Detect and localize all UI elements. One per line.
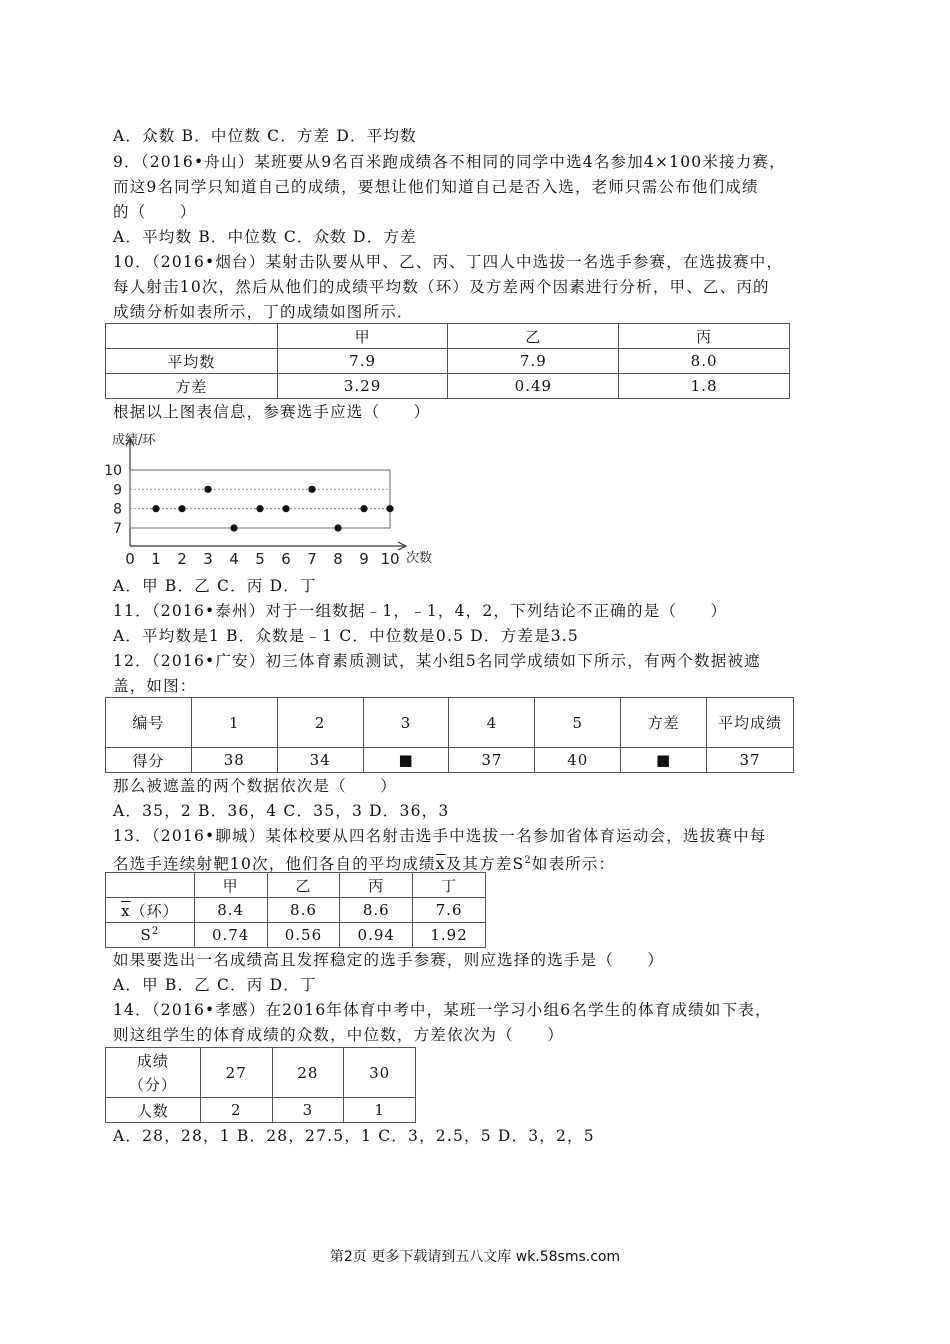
data-point (230, 524, 237, 531)
q12-prompt: 那么被遮盖的两个数据依次是（ ） (113, 777, 397, 795)
data-point (308, 486, 315, 493)
q12-options: A．35，2 B．36，4 C．35，3 D．36，3 (113, 802, 450, 820)
y-tick-label: 9 (113, 482, 122, 499)
q10-table-cell (106, 324, 278, 349)
q14-options: A．28，28，1 B．28，27.5，1 C．3，2.5，5 D．3，2，5 (113, 1127, 595, 1145)
data-point (386, 505, 393, 512)
q10-text-2: 每人射击10次，然后从他们的成绩平均数（环）及方差两个因素进行分析，甲、乙、丙的 (113, 278, 770, 296)
q9-text-1: 9．（2016•舟山）某班要从9名百米跑成绩各不相同的同学中选4名参加4×100米接力赛， (113, 153, 786, 171)
q10-table-cell: 3.29 (277, 374, 448, 399)
q10-table-cell: 方差 (106, 374, 278, 399)
superscript: 2 (524, 855, 532, 866)
q10-table-cell: 平均数 (106, 349, 278, 374)
plot-frame (130, 470, 390, 528)
q9-text-3: 的（ ） (113, 203, 197, 221)
q13-table-cell (106, 923, 195, 948)
q13-table-cell (106, 873, 195, 898)
q14-table-cell: 2 (200, 1098, 272, 1123)
data-point (178, 505, 185, 512)
q12-table-cell: 38 (191, 748, 277, 773)
q13-table-cell: 乙 (267, 873, 340, 898)
x-bar-symbol: $\overline{x}$ (121, 901, 131, 920)
q10-table-cell: 0.49 (448, 374, 619, 399)
q10-options: A．甲 B．乙 C．丙 D．丁 (113, 577, 317, 595)
data-point (256, 505, 263, 512)
q12-table-cell: 34 (277, 748, 363, 773)
unit-label: （环） (130, 901, 179, 920)
x-tick-label: 7 (307, 550, 317, 568)
q13-text-2 (113, 851, 615, 874)
q14-table-cell: 30 (344, 1048, 416, 1098)
q12-table-cell: 37 (707, 748, 794, 773)
data-point (204, 486, 211, 493)
q10-table-cell: 7.9 (448, 349, 619, 374)
q13-table-cell: 8.6 (267, 898, 340, 923)
q12-table-cell: 4 (449, 698, 535, 748)
score-scatter-chart (104, 432, 450, 570)
q12-table-cell: ■ (363, 748, 449, 773)
q13-text-part: 及其方差S (445, 855, 525, 874)
x-tick-label: 6 (281, 550, 291, 568)
q13-table-cell: 8.4 (194, 898, 267, 923)
page-footer: 第2页 更多下载请到五八文库 wk.58sms.com (329, 1249, 621, 1265)
q13-table-cell: 0.94 (340, 923, 413, 948)
q14-table-cell: 人数 (106, 1098, 201, 1123)
data-point (282, 505, 289, 512)
q12-table-cell: 1 (191, 698, 277, 748)
q12-table (105, 697, 794, 773)
q9-options: A．平均数 B．中位数 C．众数 D．方差 (113, 228, 417, 246)
q13-table-cell: 8.6 (340, 898, 413, 923)
q12-text-1: 12．（2016•广安）初三体育素质测试，某小组5名同学成绩如下所示，有两个数据被遮 (113, 652, 761, 670)
q10-table-cell: 丙 (619, 324, 790, 349)
x-axis-label: 次数 (406, 551, 433, 566)
x-tick-label: 3 (203, 550, 213, 568)
q13-text-part: 如表所示： (531, 855, 616, 874)
x-tick-label: 8 (333, 550, 343, 568)
q12-table-cell: 方差 (621, 698, 707, 748)
q11-text: 11．（2016•泰州）对于一组数据﹣1，﹣1，4，2，下列结论不正确的是（ ） (113, 602, 728, 620)
q10-text-3: 成绩分析如表所示，丁的成绩如图所示． (113, 303, 414, 321)
q14-table-cell: 28 (272, 1048, 344, 1098)
q13-table (105, 872, 486, 948)
x-tick-label: 10 (380, 550, 400, 568)
q10-prompt: 根据以上图表信息，参赛选手应选（ ） (113, 403, 431, 421)
q14-table (105, 1047, 416, 1123)
q12-table-cell: 3 (363, 698, 449, 748)
data-point (360, 505, 367, 512)
q14-table-cell: 成绩（分） (106, 1048, 201, 1098)
q12-table-cell: 40 (535, 748, 621, 773)
q13-options: A．甲 B．乙 C．丙 D．丁 (113, 976, 317, 994)
q9-text-2: 而这9名同学只知道自己的成绩，要想让他们知道自己是否入选，老师只需公布他们成绩 (113, 178, 759, 196)
q10-table-cell: 乙 (448, 324, 619, 349)
x-tick-label: 4 (229, 550, 239, 568)
y-tick-label: 8 (113, 501, 122, 518)
q12-table-cell: 37 (449, 748, 535, 773)
q13-table-cell: 丙 (340, 873, 413, 898)
q13-prompt: 如果要选出一名成绩高且发挥稳定的选手参赛，则应选择的选手是（ ） (113, 951, 665, 969)
x-bar-symbol: $\overline{x}$ (435, 855, 446, 874)
q13-table-cell: 甲 (194, 873, 267, 898)
q12-table-cell: 平均成绩 (707, 698, 794, 748)
q12-table-cell: 编号 (106, 698, 192, 748)
q14-text-1: 14．（2016•孝感）在2016年体育中考中，某班一学习小组6名学生的体育成绩如下表， (113, 1001, 772, 1019)
data-point (152, 505, 159, 512)
q8-options: A．众数 B．中位数 C．方差 D．平均数 (113, 127, 417, 145)
x-tick-label: 5 (255, 550, 265, 568)
q13-table-cell (106, 898, 195, 923)
q14-table-cell: 1 (344, 1098, 416, 1123)
variance-symbol: S (140, 926, 152, 944)
superscript: 2 (151, 926, 160, 937)
q13-text-1: 13．（2016•聊城）某体校要从四名射击选手中选拔一名参加省体育运动会，选拔赛中每 (113, 827, 767, 845)
q13-table-cell: 丁 (413, 873, 486, 898)
q10-table-cell: 甲 (277, 324, 448, 349)
q12-text-2: 盖，如图： (113, 677, 197, 695)
q13-table-cell: 1.92 (413, 923, 486, 948)
x-tick-label: 0 (125, 550, 135, 568)
q13-table-cell: 0.56 (267, 923, 340, 948)
q13-table-cell: 7.6 (413, 898, 486, 923)
data-point (334, 524, 341, 531)
q14-table-cell: 3 (272, 1098, 344, 1123)
q10-text-1: 10．（2016•烟台）某射击队要从甲、乙、丙、丁四人中选拔一名选手参赛，在选拔赛中， (113, 253, 784, 271)
q12-table-cell: 2 (277, 698, 363, 748)
q10-table-cell: 1.8 (619, 374, 790, 399)
q14-text-2: 则这组学生的体育成绩的众数，中位数，方差依次为（ ） (113, 1026, 564, 1044)
q12-table-cell: ■ (621, 748, 707, 773)
x-tick-label: 2 (177, 550, 187, 568)
q10-table (105, 323, 790, 399)
q13-text-part: 名选手连续射靶10次，他们各自的平均成绩 (113, 855, 436, 874)
q12-table-cell: 得分 (106, 748, 192, 773)
q11-options: A．平均数是1 B．众数是﹣1 C．中位数是0.5 D．方差是3.5 (113, 627, 579, 645)
q14-table-cell: 27 (200, 1048, 272, 1098)
y-tick-label: 7 (113, 521, 122, 537)
q12-table-cell: 5 (535, 698, 621, 748)
x-tick-label: 1 (151, 550, 161, 568)
q13-table-cell: 0.74 (194, 923, 267, 948)
x-tick-label: 9 (359, 550, 369, 568)
y-tick-label: 10 (104, 463, 122, 479)
q10-table-cell: 7.9 (277, 349, 448, 374)
q10-table-cell: 8.0 (619, 349, 790, 374)
y-axis-label: 成绩/环 (112, 433, 156, 448)
